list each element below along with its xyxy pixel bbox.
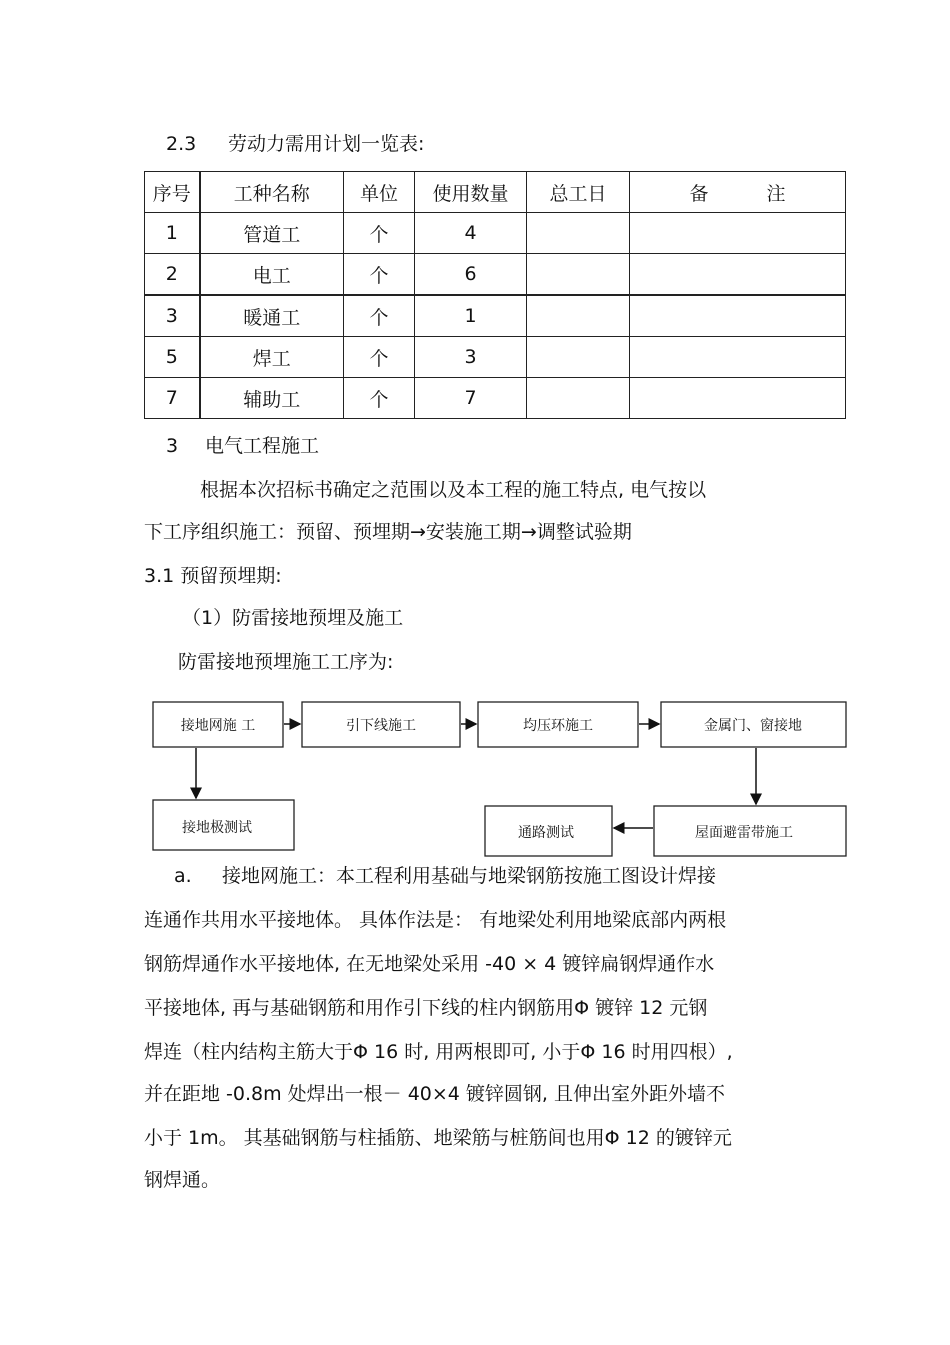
paragraph-line: 钢筋焊通作水平接地体, 在无地梁处采用 -40 × 4 镀锌扁钢焊通作水 bbox=[144, 953, 715, 975]
cell-unit: 个 bbox=[344, 254, 415, 296]
table-row bbox=[145, 337, 846, 378]
cell-unit: 个 bbox=[344, 337, 415, 378]
cell-name: 焊工 bbox=[200, 337, 344, 378]
cell-note bbox=[630, 337, 846, 378]
cell-no: 1 bbox=[145, 213, 200, 254]
paragraph-line: 钢焊通。 bbox=[144, 1169, 221, 1191]
cell-qty: 1 bbox=[415, 295, 527, 337]
item-1-title: （1）防雷接地预埋及施工 bbox=[182, 607, 404, 629]
table-row bbox=[145, 254, 846, 296]
paragraph-line: 小于 1m。 其基础钢筋与柱插筋、地梁筋与桩筋间也用Φ 12 的镀锌元 bbox=[144, 1127, 732, 1149]
cell-unit: 个 bbox=[344, 213, 415, 254]
flow-box-continuity-test bbox=[485, 806, 612, 856]
header-unit: 单位 bbox=[344, 172, 415, 213]
paragraph-line: 下工序组织施工：预留、预埋期→安装施工期→调整试验期 bbox=[144, 521, 632, 543]
cell-qty: 7 bbox=[415, 378, 527, 419]
cell-unit: 个 bbox=[344, 295, 415, 337]
cell-no: 3 bbox=[145, 295, 200, 337]
paragraph-label: a. bbox=[174, 865, 192, 887]
paragraph-line: 接地网施工：本工程利用基础与地梁钢筋按施工图设计焊接 bbox=[222, 865, 717, 887]
table-row bbox=[145, 378, 846, 419]
cell-note bbox=[630, 378, 846, 419]
paragraph-line: 并在距地 -0.8m 处焊出一根－ 40×4 镀锌圆钢, 且伸出室外距外墙不 bbox=[144, 1083, 726, 1105]
header-name: 工种名称 bbox=[200, 172, 344, 213]
flow-label: 接地极测试 bbox=[182, 820, 252, 836]
flow-label: 引下线施工 bbox=[346, 718, 416, 734]
paragraph-line: 平接地体, 再与基础钢筋和用作引下线的柱内钢筋用Φ 镀锌 12 元钢 bbox=[144, 997, 708, 1019]
cell-name: 暖通工 bbox=[200, 295, 344, 337]
cell-days bbox=[527, 378, 630, 419]
flow-label: 屋面避雷带施工 bbox=[695, 825, 793, 841]
cell-note bbox=[630, 295, 846, 337]
paragraph-line: 焊连（柱内结构主筋大于Φ 16 时, 用两根即可, 小于Φ 16 时用四根）, bbox=[144, 1041, 733, 1063]
cell-unit: 个 bbox=[344, 378, 415, 419]
cell-no: 5 bbox=[145, 337, 200, 378]
labor-table bbox=[144, 171, 846, 419]
cell-name: 电工 bbox=[200, 254, 344, 296]
cell-name: 管道工 bbox=[200, 213, 344, 254]
process-intro: 防雷接地预埋施工工序为: bbox=[178, 651, 394, 673]
flow-label: 通路测试 bbox=[518, 825, 574, 841]
flow-label: 接地网施 工 bbox=[180, 718, 256, 734]
flow-box-equalizing-ring bbox=[478, 702, 638, 747]
cell-no: 7 bbox=[145, 378, 200, 419]
cell-days bbox=[527, 213, 630, 254]
header-qty: 使用数量 bbox=[415, 172, 527, 213]
cell-name: 辅助工 bbox=[200, 378, 344, 419]
header-note: 备注 bbox=[630, 172, 846, 213]
cell-note bbox=[630, 254, 846, 296]
cell-qty: 4 bbox=[415, 213, 527, 254]
paragraph-line: 根据本次招标书确定之范围以及本工程的施工特点, 电气按以 bbox=[200, 479, 707, 501]
table-row bbox=[145, 295, 846, 337]
flow-label: 均压环施工 bbox=[523, 718, 593, 734]
section-3-title: 电气工程施工 bbox=[205, 435, 320, 457]
section-3-number: 3 bbox=[166, 435, 179, 457]
flow-box-door-window-grounding bbox=[661, 702, 846, 747]
header-no: 序号 bbox=[145, 172, 200, 213]
cell-no: 2 bbox=[145, 254, 200, 296]
table-header-row bbox=[145, 172, 846, 213]
flow-box-roof-lightning-belt bbox=[654, 806, 846, 856]
cell-days bbox=[527, 254, 630, 296]
cell-qty: 3 bbox=[415, 337, 527, 378]
header-days: 总工日 bbox=[527, 172, 630, 213]
cell-days bbox=[527, 337, 630, 378]
section-number: 2.3 bbox=[166, 133, 197, 155]
table-row bbox=[145, 213, 846, 254]
cell-days bbox=[527, 295, 630, 337]
section-3-1-title: 3.1 预留预埋期: bbox=[144, 565, 282, 587]
flow-box-downlead bbox=[302, 702, 460, 747]
cell-note bbox=[630, 213, 846, 254]
paragraph-line: 连通作共用水平接地体。 具体作法是： 有地梁处利用地梁底部内两根 bbox=[144, 909, 727, 931]
cell-qty: 6 bbox=[415, 254, 527, 296]
process-flow-diagram bbox=[0, 690, 950, 860]
flow-label: 金属门、窗接地 bbox=[704, 718, 802, 734]
flow-box-electrode-test bbox=[153, 800, 294, 850]
flow-box-grounding-net bbox=[153, 702, 283, 747]
section-title: 劳动力需用计划一览表: bbox=[228, 133, 425, 155]
